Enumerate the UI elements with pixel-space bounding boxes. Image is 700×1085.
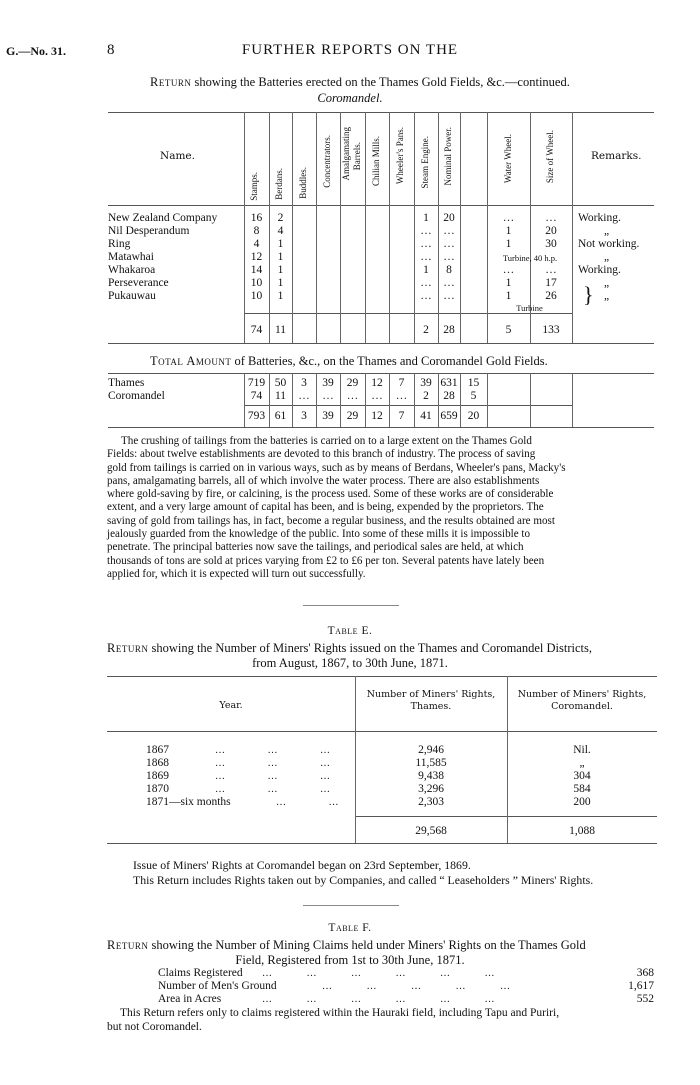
cell-size: 17	[545, 277, 557, 289]
total-cell: 793	[247, 410, 266, 422]
cell-stamps: 4	[253, 238, 260, 250]
cell-stamps: 12	[250, 251, 263, 263]
cell-thames: 9,438	[418, 770, 444, 782]
table-e-caption	[107, 641, 592, 656]
area-value: 552	[636, 993, 654, 1005]
cell-thames: 3,296	[418, 783, 444, 795]
table-e-note-1: Issue of Miners' Rights at Coromandel began on 23rd September, 1869.	[133, 858, 471, 872]
col-divider	[572, 373, 573, 427]
cell-water: 1	[505, 277, 512, 289]
cell: 719	[247, 377, 266, 389]
cell: 12	[371, 377, 383, 389]
cell-remarks: Working.	[578, 212, 621, 224]
table-f-note-line2: but not Coromandel.	[107, 1021, 202, 1033]
tailings-paragraph	[107, 435, 657, 581]
row-name: Ring	[108, 238, 131, 250]
paragraph-line: applied for, which it is expected will turn out successfully.	[107, 567, 366, 580]
total-cell: 41	[420, 410, 432, 422]
cell-nominal: 8	[446, 264, 452, 276]
paragraph-line: Fields: about twelve establishments are devoted to this branch of industry. The process of saving	[107, 448, 536, 461]
cell-nominal: …	[443, 290, 455, 302]
cell-stamps: 8	[253, 225, 260, 237]
col-header-thames: Number of Miners' Rights,	[366, 689, 496, 700]
table-e-caption-line2: from August, 1867, to 30th June, 1871.	[252, 656, 448, 670]
col-header-wheelers: Wheeler's Pans.	[395, 127, 405, 185]
cell-year: 1868	[146, 757, 169, 769]
col-header-chilian: Chilian Mills.	[371, 136, 381, 187]
batteries-subtitle: Coromandel.	[317, 91, 383, 105]
cell: 2	[423, 390, 429, 402]
col-divider	[572, 112, 573, 343]
table-e-title: Table E.	[327, 625, 373, 637]
cell: 631	[440, 377, 458, 389]
col-divider	[365, 112, 366, 343]
rule	[244, 313, 572, 314]
leader-dots: … … … … … …	[262, 968, 495, 979]
cell-size: 26	[545, 290, 557, 302]
cell-remarks: „	[604, 277, 610, 289]
cell-year: 1869	[146, 770, 169, 782]
row-name: Pukauwau	[108, 290, 156, 302]
paragraph-line: thousands of tons are sold at prices varying from £2 to £6 per ton. Several patents have lately been	[107, 554, 545, 567]
cell: 5	[470, 390, 477, 402]
cell: …	[395, 390, 408, 402]
col-header-year: Year.	[219, 700, 243, 711]
cell-remarks: Working.	[578, 264, 621, 276]
cell-year: 1867	[146, 744, 169, 756]
rule	[108, 343, 654, 344]
cell-berdans: 1	[277, 238, 284, 250]
leader-dots: … … …	[215, 745, 330, 756]
paragraph-line: jealously guarded from the knowledge of the public. Into some of these mills it is impossible to	[107, 528, 531, 541]
cell-year: 1871—six months	[146, 796, 231, 808]
cell-size: 30	[545, 238, 557, 250]
col-header-size: Size of Wheel.	[545, 130, 555, 184]
cell-thames: 2,946	[418, 744, 444, 756]
col-header-concentrators: Concentrators.	[322, 135, 332, 188]
section-divider	[303, 605, 399, 606]
cell-berdans: 2	[277, 212, 284, 224]
cell-size: 20	[545, 225, 557, 237]
cell-steam: …	[420, 277, 432, 289]
batteries-caption-lead: Return	[150, 75, 192, 89]
col-header-steam: Steam Engine.	[420, 136, 430, 189]
cell-steam: …	[420, 290, 432, 302]
batteries-caption-text: showing the Batteries erected on the Thames Gold Fields, &c.—continued.	[194, 75, 570, 89]
cell-nominal: …	[443, 277, 455, 289]
cell-nominal: …	[443, 225, 455, 237]
total-amount-caption-text: of Batteries, &c., on the Thames and Coromandel Gold Fields.	[234, 354, 548, 368]
claims-value: 368	[636, 967, 654, 979]
cell-steam: 1	[423, 212, 429, 224]
cell-berdans: 1	[277, 277, 284, 289]
page-number: 8	[107, 42, 115, 58]
row-name: New Zealand Company	[108, 212, 218, 224]
total-cell: 12	[371, 410, 383, 422]
col-divider	[389, 112, 390, 343]
cell-thames: 11,585	[415, 757, 447, 769]
cell-stamps: 14	[250, 264, 263, 276]
cell-steam: …	[420, 238, 432, 250]
total-water: 5	[505, 324, 512, 336]
table-e-caption-text: showing the Number of Miners' Rights issued on the Thames and Coromandel Districts,	[151, 641, 592, 655]
col-header-remarks: Remarks.	[591, 150, 642, 162]
paragraph-line: extent, and a very large amount of capital has been, and is being, expended by the proprietors. The	[107, 501, 544, 514]
cell: 3	[301, 377, 307, 389]
col-divider	[460, 112, 461, 343]
cell-nominal: …	[443, 238, 455, 250]
mens-ground-value: 1,617	[628, 980, 654, 992]
col-header-berdans: Berdans.	[274, 168, 284, 200]
col-header-stamps: Stamps.	[249, 172, 259, 201]
cell: …	[298, 390, 310, 402]
row-name: Thames	[108, 377, 145, 389]
total-cell: 29	[346, 410, 359, 422]
cell: 7	[398, 377, 405, 389]
cell: 50	[274, 377, 287, 389]
turbine-note: Turbine	[516, 303, 543, 313]
paragraph-line: pans, amalgamating barrels, all of which involve the water process. There are also establishments	[107, 474, 540, 487]
cell: 39	[420, 377, 432, 389]
cell-stamps: 16	[250, 212, 263, 224]
col-header-buddles: Buddles.	[298, 167, 308, 199]
cell-size: …	[545, 264, 557, 276]
total-nominal: 28	[443, 324, 455, 336]
total-amount-caption-lead: Total Amount	[150, 354, 232, 368]
cell: 11	[274, 390, 287, 402]
batteries-caption	[150, 75, 570, 90]
leader-dots: … … …	[215, 784, 330, 795]
remarks-brace: }	[583, 282, 594, 307]
cell: 28	[443, 390, 455, 402]
cell-water: 1	[505, 238, 512, 250]
col-divider	[530, 373, 531, 427]
total-berdans: 11	[274, 324, 287, 336]
row-name: Coromandel	[108, 390, 165, 402]
cell-water: …	[502, 264, 515, 276]
total-cell: 39	[322, 410, 334, 422]
row-name: Nil Desperandum	[108, 225, 190, 237]
section-divider	[303, 905, 399, 906]
table-f-title: Table F.	[328, 922, 372, 934]
total-cell: 61	[274, 410, 287, 422]
col-divider	[316, 112, 317, 343]
leader-dots: … … …	[215, 758, 330, 769]
cell-berdans: 1	[277, 290, 284, 302]
cell-berdans: 1	[277, 264, 284, 276]
paragraph-line: gold from tailings is carried on in various ways, such as by means of Berdans, Wheeler's pans, Macky's	[107, 461, 566, 474]
mens-ground-label: Number of Men's Ground	[158, 980, 277, 992]
rule	[108, 427, 654, 428]
leader-dots: … … … … … …	[262, 994, 495, 1005]
cell-nominal: …	[443, 251, 455, 263]
cell-coromandel: 200	[573, 796, 591, 808]
col-header-coromandel-sub: Coromandel.	[551, 701, 613, 712]
table-f-caption-lead: Return	[107, 938, 149, 952]
cell: 74	[250, 390, 263, 402]
total-thames: 29,568	[415, 825, 447, 837]
col-divider	[292, 112, 293, 343]
cell: 15	[467, 377, 480, 389]
total-stamps: 74	[250, 324, 263, 336]
running-title: FURTHER REPORTS ON THE	[241, 42, 459, 58]
cell-water: …	[502, 212, 515, 224]
rule	[107, 731, 657, 732]
cell: …	[371, 390, 383, 402]
leader-dots: … … …	[215, 771, 330, 782]
cell-berdans: 4	[277, 225, 284, 237]
cell-berdans: 1	[277, 251, 284, 263]
col-header-thames-sub: Thames.	[410, 701, 452, 712]
rule	[107, 843, 657, 844]
cell-coromandel: 584	[573, 783, 591, 795]
cell-coromandel: Nil.	[573, 744, 591, 756]
rule	[107, 676, 657, 677]
total-amount-caption	[150, 354, 548, 369]
table-e-note-2: This Return includes Rights taken out by Companies, and called “ Leaseholders ” Miners' Rights.	[133, 873, 594, 887]
table-f-note: This Return refers only to claims registered within the Hauraki field, including Tapu and Puriri,	[120, 1007, 560, 1019]
cell-steam: …	[420, 225, 432, 237]
cell: 29	[346, 377, 359, 389]
col-header-amalgamating: Amalgamating	[341, 127, 351, 181]
table-e-caption-lead: Return	[107, 641, 149, 655]
cell-water: 1	[505, 225, 512, 237]
paragraph-line: saving of gold from tailings has, in fact, become a regular business, and the results obtained are most	[107, 514, 555, 527]
total-steam: 2	[423, 324, 429, 336]
col-header-barrels: Barrels.	[352, 142, 362, 171]
cell: 39	[322, 377, 334, 389]
cell-water: 1	[505, 290, 512, 302]
total-size: 133	[542, 324, 560, 336]
total-coromandel: 1,088	[569, 825, 595, 837]
col-header-name: Name.	[160, 150, 195, 162]
col-header-coromandel: Number of Miners' Rights,	[517, 689, 647, 700]
col-divider	[487, 373, 488, 427]
cell: …	[322, 390, 334, 402]
cell-thames: 2,303	[418, 796, 444, 808]
rule	[355, 816, 657, 817]
cell-steam: …	[420, 251, 432, 263]
rule	[244, 405, 572, 406]
cell-stamps: 10	[250, 290, 263, 302]
cell-year: 1870	[146, 783, 169, 795]
table-f-caption-line2: Field, Registered from 1st to 30th June, 1871.	[235, 953, 465, 967]
cell-remarks: „	[604, 290, 610, 302]
paragraph-line: penetrate. The principal batteries now save the tailings, and periodical sales are held, at which	[107, 541, 524, 554]
row-name: Perseverance	[108, 277, 169, 289]
total-cell: 20	[467, 410, 480, 422]
col-header-nominal: Nominal Power.	[443, 127, 453, 186]
cell-coromandel: 304	[573, 770, 591, 782]
total-cell: 7	[398, 410, 405, 422]
page-id: G.—No. 31.	[6, 44, 66, 58]
leader-dots: … …	[276, 797, 339, 808]
row-name: Matawhai	[108, 251, 154, 263]
table-f-caption	[107, 938, 586, 953]
claims-label: Claims Registered	[158, 967, 243, 979]
col-header-water: Water Wheel.	[503, 134, 513, 184]
cell-stamps: 10	[250, 277, 263, 289]
cell-coromandel: „	[579, 757, 585, 769]
cell-remarks: „	[604, 225, 610, 237]
cell-remarks: „	[604, 251, 610, 263]
area-label: Area in Acres	[158, 993, 222, 1005]
total-cell: 659	[440, 410, 458, 422]
cell-steam: 1	[423, 264, 429, 276]
paragraph-line: The crushing of tailings from the batteries is carried on to a large extent on the Thames Gold	[121, 435, 532, 447]
total-cell: 3	[301, 410, 307, 422]
cell-water-turbine: Turbine, 40 h.p.	[502, 253, 558, 263]
paragraph-line: where gold-saving by fire, or calcining, is the process used. Some of these works are of considerable	[107, 488, 554, 501]
cell-nominal: 20	[443, 212, 455, 224]
cell: …	[346, 390, 359, 402]
row-name: Whakaroa	[108, 264, 156, 276]
cell-remarks: Not working.	[578, 238, 640, 250]
cell-size: …	[545, 212, 557, 224]
table-f-caption-text: showing the Number of Mining Claims held under Miners' Rights on the Thames Gold	[151, 938, 586, 952]
leader-dots: … … … … …	[322, 981, 510, 992]
